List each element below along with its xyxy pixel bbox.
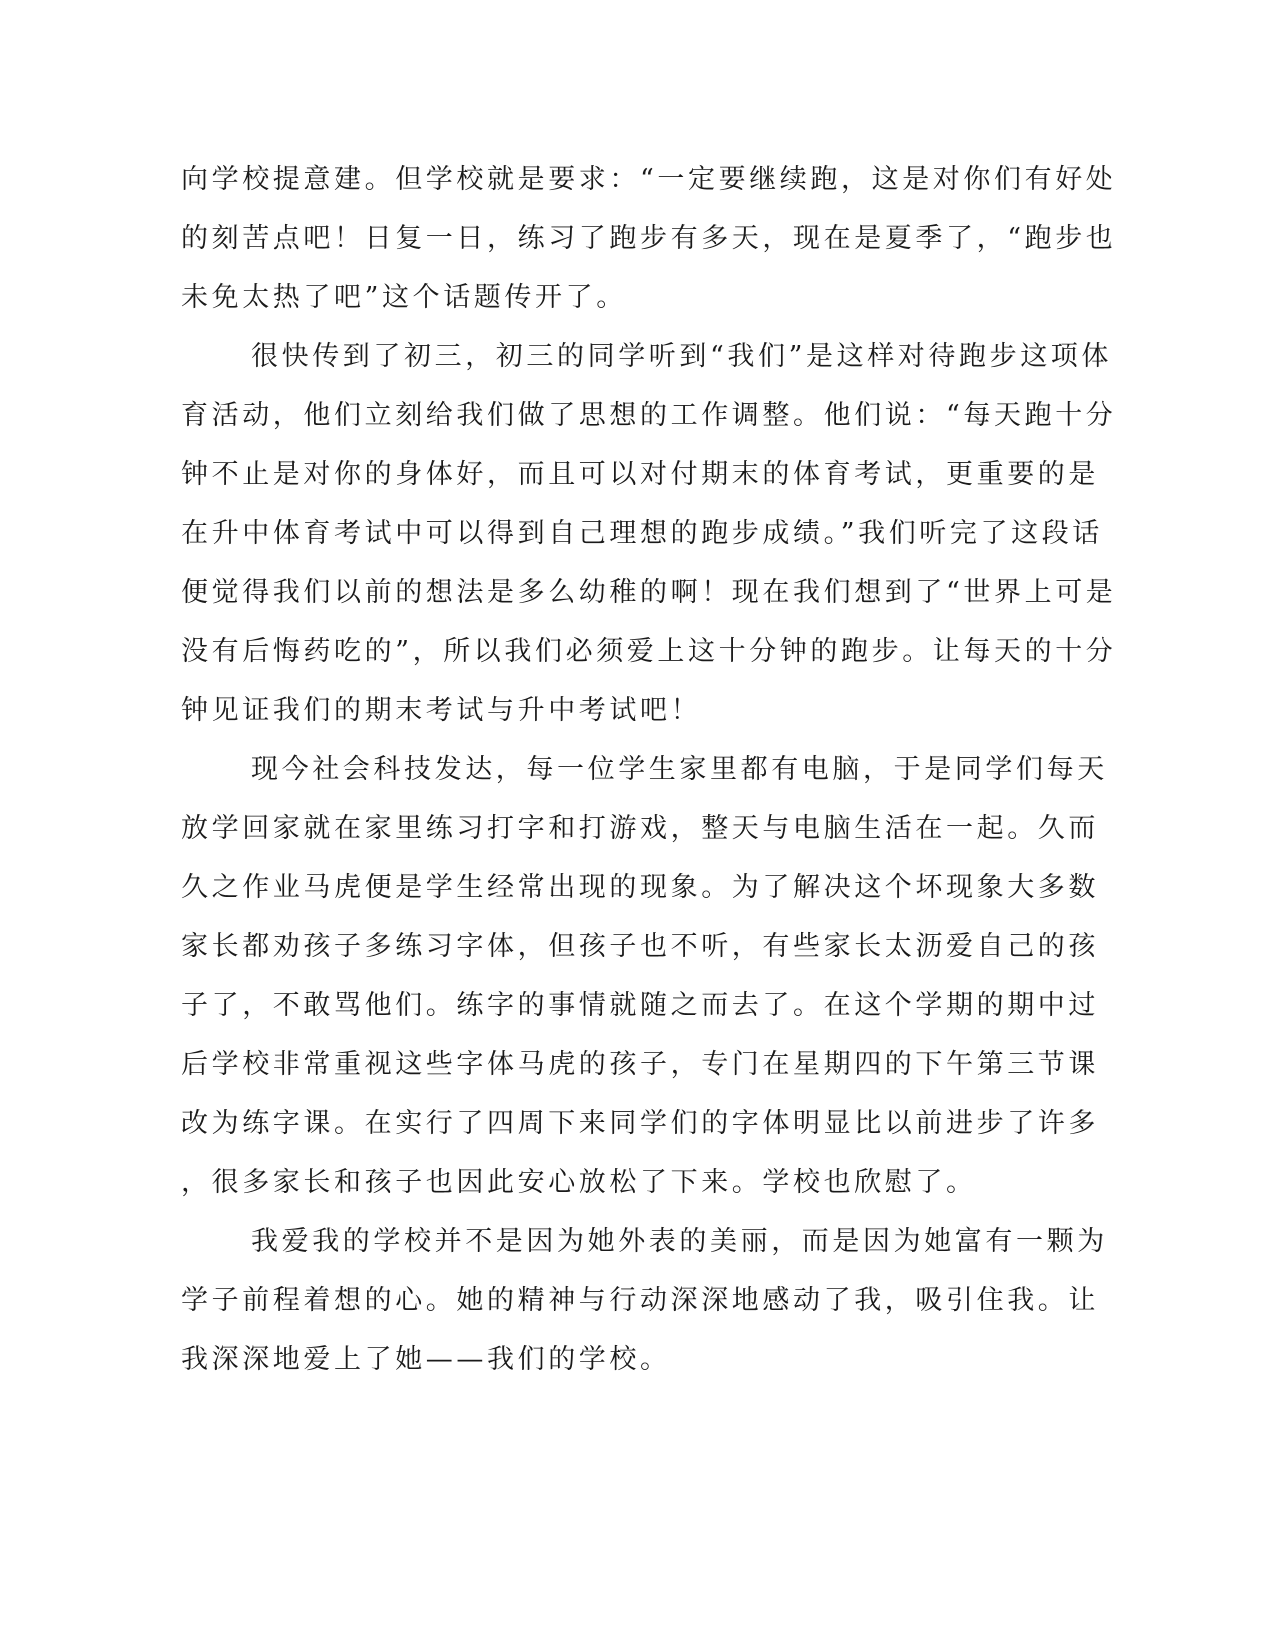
text-line: 没有后悔药吃的”，所以我们必须爱上这十分钟的跑步。让每天的十分 [181,636,1117,667]
text-line: 未免太热了吧”这个话题传开了。 [181,282,627,313]
text-line: 的刻苦点吧！日复一日，练习了跑步有多天，现在是夏季了，“跑步也 [181,223,1117,254]
text-line: 久之作业马虎便是学生经常出现的现象。为了解决这个坏现象大多数 [181,872,1099,903]
text-line: 向学校提意建。但学校就是要求：“一定要继续跑，这是对你们有好处 [181,164,1117,195]
text-line: 钟见证我们的期末考试与升中考试吧！ [181,695,702,726]
text-line: 改为练字课。在实行了四周下来同学们的字体明显比以前进步了许多 [181,1108,1099,1139]
paragraph-first-line: 现今社会科技发达，每一位学生家里都有电脑，于是同学们每天 [251,754,1108,785]
text-line: ，很多家长和孩子也因此安心放松了下来。学校也欣慰了。 [181,1167,977,1198]
text-line: 学子前程着想的心。她的精神与行动深深地感动了我，吸引住我。让 [181,1285,1099,1316]
text-line: 我深深地爱上了她——我们的学校。 [181,1344,671,1375]
text-line: 家长都劝孩子多练习字体，但孩子也不听，有些家长太沥爱自己的孩 [181,931,1099,962]
text-line: 放学回家就在家里练习打字和打游戏，整天与电脑生活在一起。久而 [181,813,1099,844]
paragraph-first-line: 很快传到了初三，初三的同学听到“我们”是这样对待跑步这项体 [251,341,1113,372]
text-line: 在升中体育考试中可以得到自己理想的跑步成绩。”我们听完了这段话 [181,518,1103,549]
paragraph-first-line: 我爱我的学校并不是因为她外表的美丽，而是因为她富有一颗为 [251,1226,1108,1257]
text-line: 育活动，他们立刻给我们做了思想的工作调整。他们说：“每天跑十分 [181,400,1117,431]
text-line: 子了，不敢骂他们。练字的事情就随之而去了。在这个学期的期中过 [181,990,1099,1021]
text-line: 后学校非常重视这些字体马虎的孩子，专门在星期四的下午第三节课 [181,1049,1099,1080]
text-line: 钟不止是对你的身体好，而且可以对付期末的体育考试，更重要的是 [181,459,1099,490]
text-line: 便觉得我们以前的想法是多么幼稚的啊！现在我们想到了“世界上可是 [181,577,1117,608]
